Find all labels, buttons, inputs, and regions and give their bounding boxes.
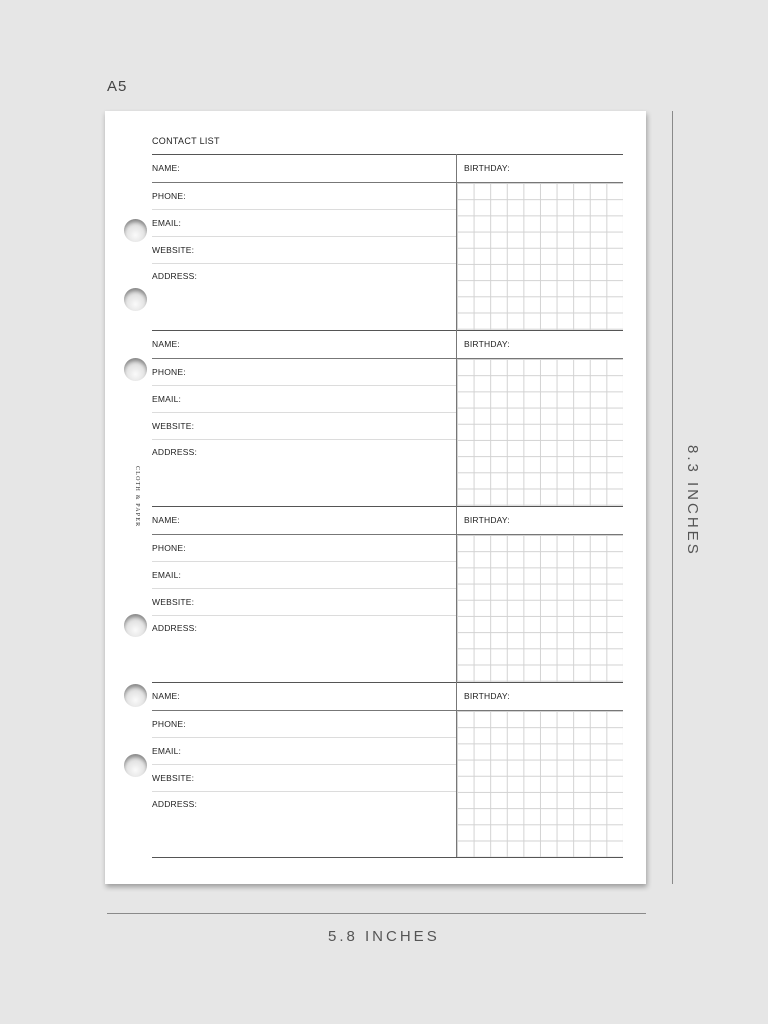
contact-block: [152, 506, 623, 682]
address-label: ADDRESS:: [152, 623, 198, 633]
phone-rule: [152, 737, 456, 738]
section-top-rule: [152, 506, 623, 507]
name-label: NAME:: [152, 515, 180, 525]
birthday-notes-grid: [457, 535, 623, 682]
email-label: EMAIL:: [152, 394, 182, 404]
planner-page: [105, 111, 646, 884]
email-label: EMAIL:: [152, 570, 182, 580]
punch-hole: [124, 754, 147, 777]
phone-label: PHONE:: [152, 719, 186, 729]
page-title: CONTACT LIST: [152, 136, 220, 146]
address-label: ADDRESS:: [152, 447, 198, 457]
birthday-label: BIRTHDAY:: [464, 339, 510, 349]
width-dimension-label: 5.8 INCHES: [328, 928, 440, 945]
address-label: ADDRESS:: [152, 799, 198, 809]
punch-hole: [124, 614, 147, 637]
email-rule: [152, 236, 456, 237]
width-dimension-line: [107, 913, 646, 914]
birthday-notes-grid: [457, 359, 623, 506]
website-rule: [152, 791, 456, 792]
website-rule: [152, 263, 456, 264]
punch-hole: [124, 358, 147, 381]
birthday-notes-grid: [457, 711, 623, 858]
contact-block: [152, 682, 623, 858]
punch-hole: [124, 219, 147, 242]
name-label: NAME:: [152, 691, 180, 701]
section-top-rule: [152, 154, 623, 155]
name-label: NAME:: [152, 163, 180, 173]
section-top-rule: [152, 330, 623, 331]
contact-block: [152, 154, 623, 330]
website-rule: [152, 439, 456, 440]
email-rule: [152, 412, 456, 413]
brand-mark: CLOTH & PAPER: [134, 466, 140, 528]
phone-label: PHONE:: [152, 191, 186, 201]
email-label: EMAIL:: [152, 746, 182, 756]
phone-rule: [152, 561, 456, 562]
website-label: WEBSITE:: [152, 773, 195, 783]
birthday-notes-grid: [457, 183, 623, 330]
name-label: NAME:: [152, 339, 180, 349]
email-rule: [152, 764, 456, 765]
phone-rule: [152, 209, 456, 210]
section-top-rule: [152, 682, 623, 683]
birthday-label: BIRTHDAY:: [464, 691, 510, 701]
punch-hole: [124, 288, 147, 311]
birthday-label: BIRTHDAY:: [464, 515, 510, 525]
section-bottom-rule: [152, 857, 623, 858]
phone-label: PHONE:: [152, 543, 186, 553]
phone-rule: [152, 385, 456, 386]
punch-hole: [124, 684, 147, 707]
birthday-label: BIRTHDAY:: [464, 163, 510, 173]
email-label: EMAIL:: [152, 218, 182, 228]
paper-size-label: A5: [107, 78, 128, 95]
website-label: WEBSITE:: [152, 421, 195, 431]
email-rule: [152, 588, 456, 589]
contact-block: [152, 330, 623, 506]
website-label: WEBSITE:: [152, 597, 195, 607]
address-label: ADDRESS:: [152, 271, 198, 281]
height-dimension-label: 8.3 INCHES: [684, 445, 701, 557]
height-dimension-line: [672, 111, 673, 884]
phone-label: PHONE:: [152, 367, 186, 377]
website-rule: [152, 615, 456, 616]
website-label: WEBSITE:: [152, 245, 195, 255]
